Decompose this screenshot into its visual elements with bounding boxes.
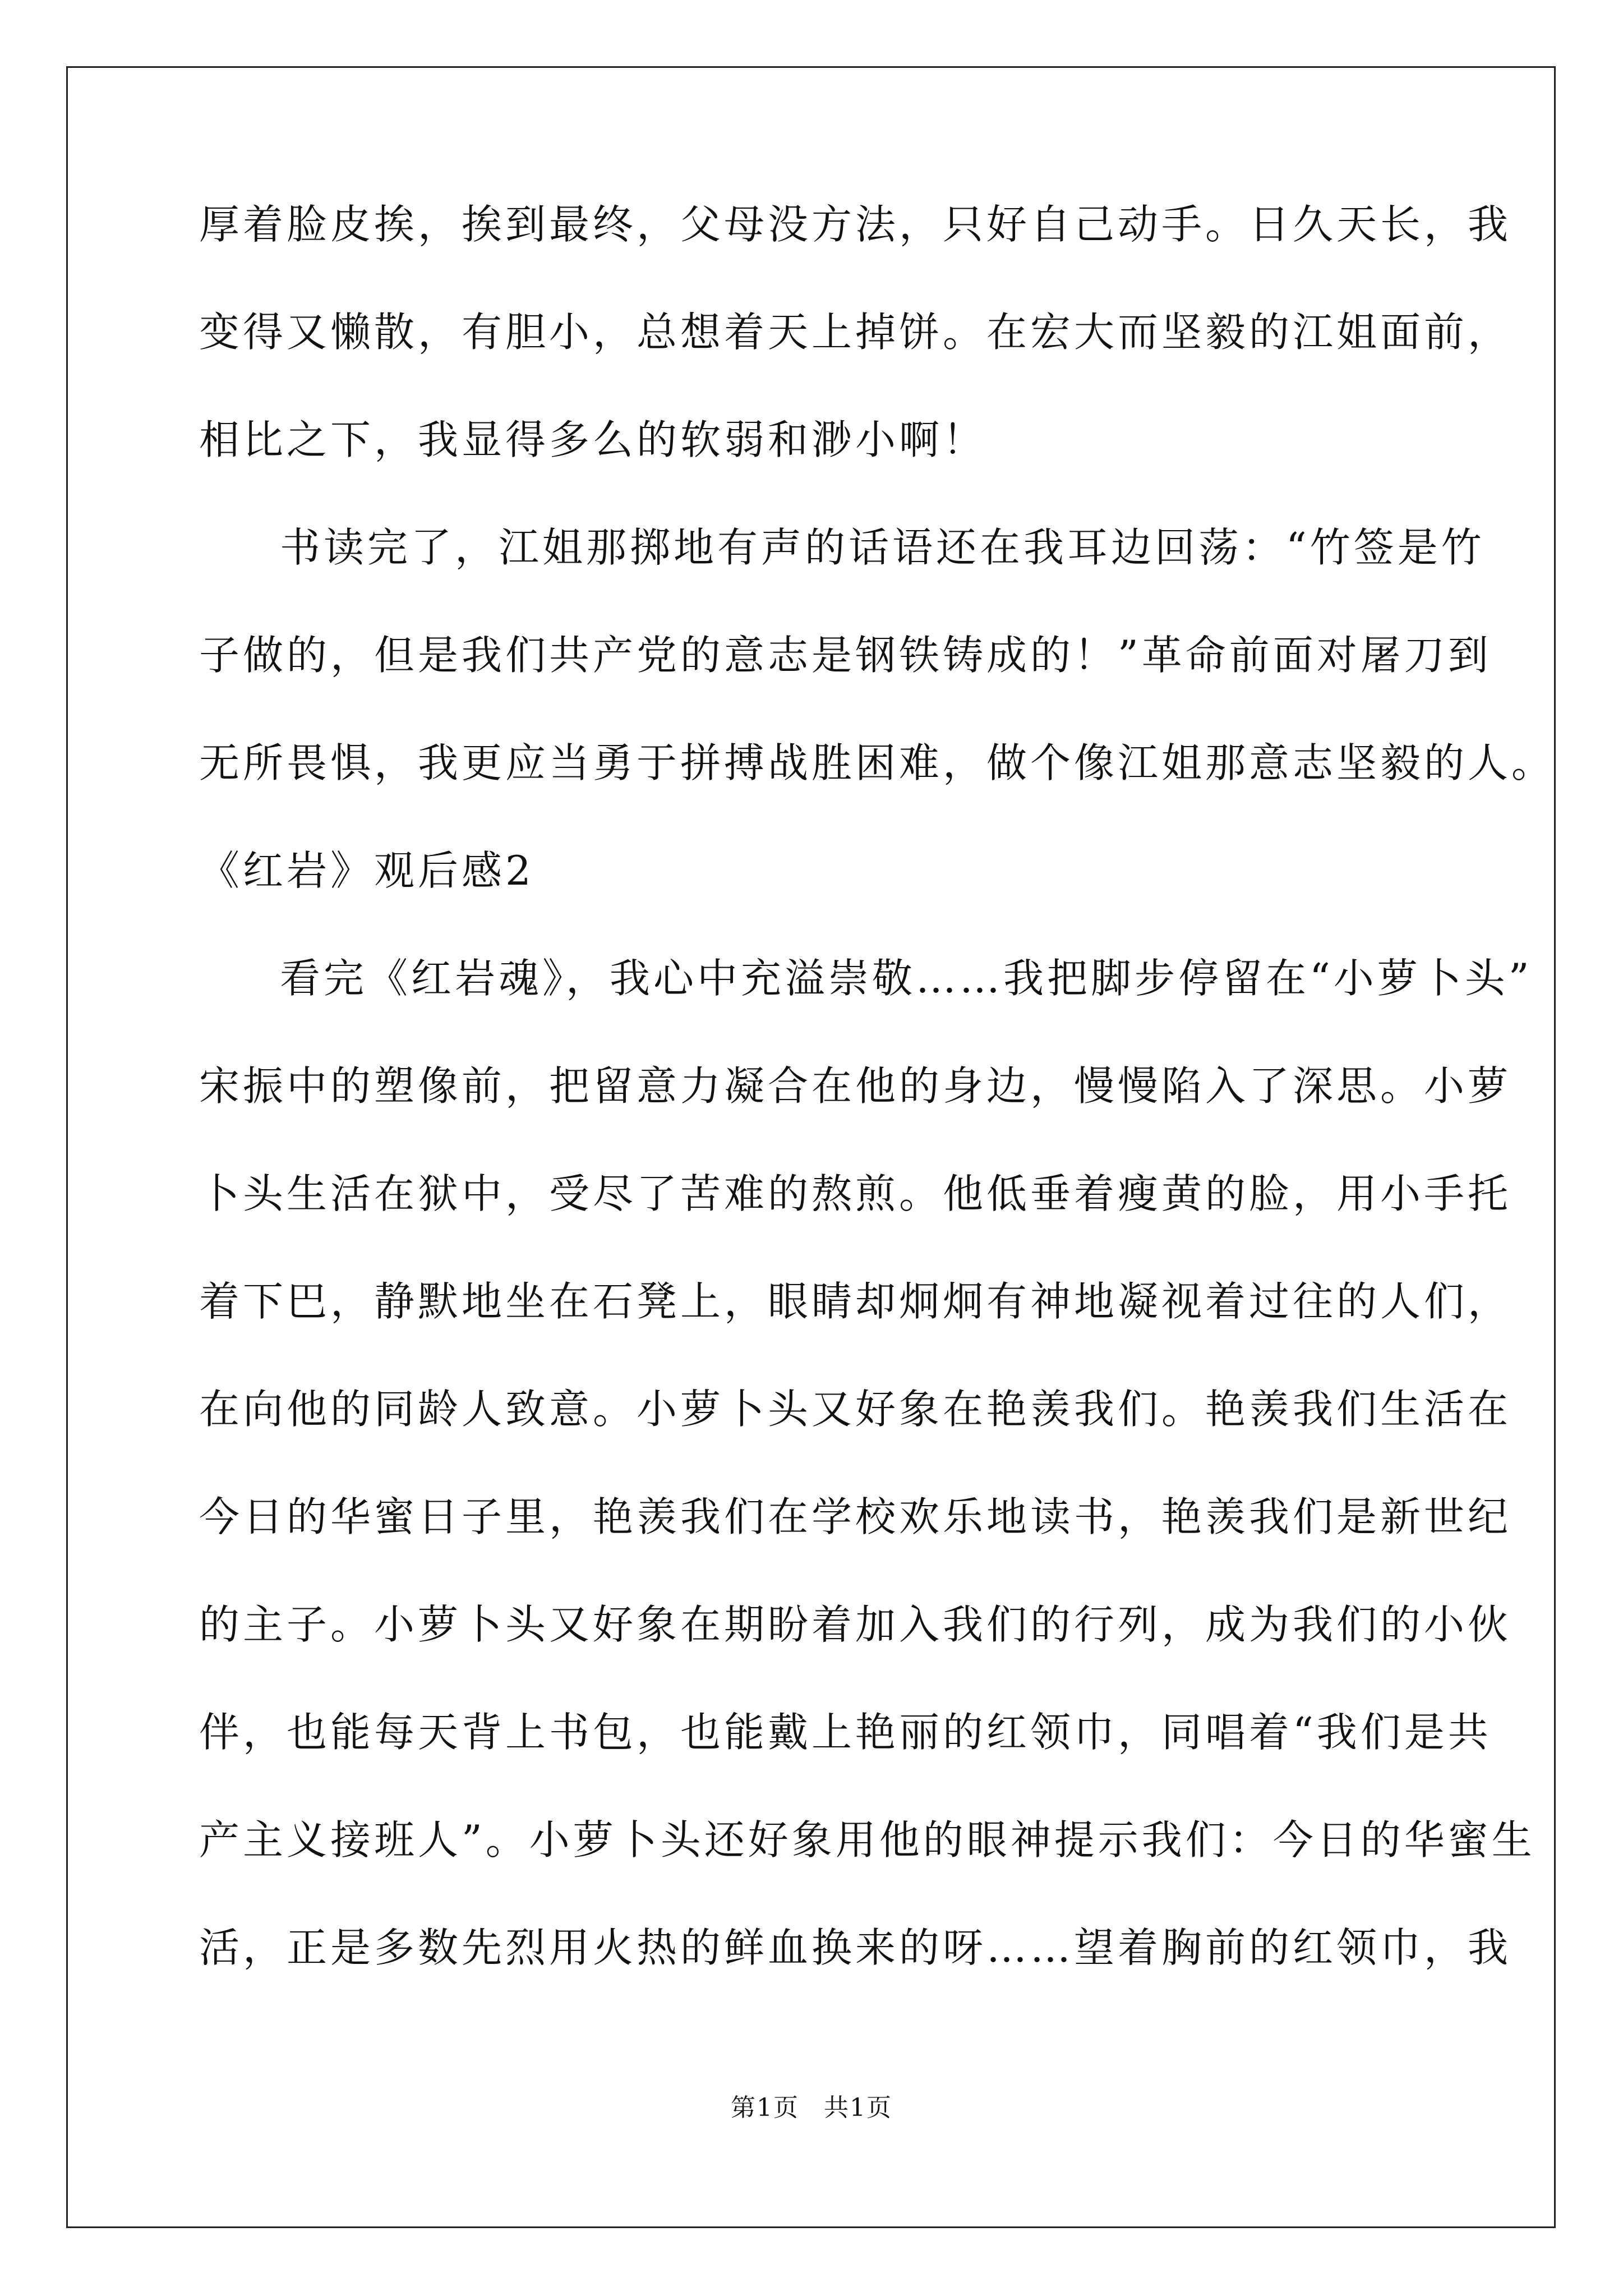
page-total: 共1页 bbox=[824, 2093, 892, 2122]
paragraph-start-line: 看完《红岩魂》，我心中充溢崇敬……我把脚步停留在“小萝卜头” bbox=[280, 955, 1533, 1002]
document-body bbox=[199, 201, 1556, 2033]
text-line: 着下巴，静默地坐在石凳上，眼睛却炯炯有神地凝视着过往的人们， bbox=[199, 1278, 1512, 1325]
page-number: 第1页 bbox=[731, 2093, 799, 2122]
text-line: 相比之下，我显得多么的软弱和渺小啊！ bbox=[199, 416, 987, 463]
text-line: 子做的，但是我们共产党的意志是钢铁铸成的！”革命前面对屠刀到 bbox=[199, 632, 1492, 679]
text-line: 卜头生活在狱中，受尽了苦难的熬煎。他低垂着瘦黄的脸，用小手托 bbox=[199, 1170, 1512, 1217]
text-line: 产主义接班人”。小萝卜头还好象用他的眼神提示我们：今日的华蜜生 bbox=[199, 1816, 1536, 1864]
text-line: 今日的华蜜日子里，艳羡我们在学校欢乐地读书，艳羡我们是新世纪 bbox=[199, 1493, 1512, 1540]
text-line: 的主子。小萝卜头又好象在期盼着加入我们的行列，成为我们的小伙 bbox=[199, 1601, 1512, 1648]
text-line: 无所畏惧，我更应当勇于拼搏战胜困难，做个像江姐那意志坚毅的人。 bbox=[199, 739, 1556, 786]
text-line: 伴，也能每天背上书包，也能戴上艳丽的红领巾，同唱着“我们是共 bbox=[199, 1709, 1492, 1756]
text-line: 厚着脸皮挨，挨到最终，父母没方法，只好自己动手。日久天长，我 bbox=[199, 201, 1512, 248]
paragraph-start-line: 书读完了，江姐那掷地有声的话语还在我耳边回荡：“竹签是竹 bbox=[280, 524, 1485, 571]
text-line: 变得又懒散，有胆小，总想着天上掉饼。在宏大而坚毅的江姐面前， bbox=[199, 309, 1512, 356]
text-line: 活，正是多数先烈用火热的鲜血换来的呀……望着胸前的红领巾，我 bbox=[199, 1924, 1512, 1971]
text-line: 宋振中的塑像前，把留意力凝合在他的身边，慢慢陷入了深思。小萝 bbox=[199, 1062, 1512, 1110]
page-footer bbox=[0, 2093, 1623, 2123]
text-line: 在向他的同龄人致意。小萝卜头又好象在艳羡我们。艳羡我们生活在 bbox=[199, 1386, 1512, 1433]
section-heading: 《红岩》观后感2 bbox=[199, 847, 534, 894]
